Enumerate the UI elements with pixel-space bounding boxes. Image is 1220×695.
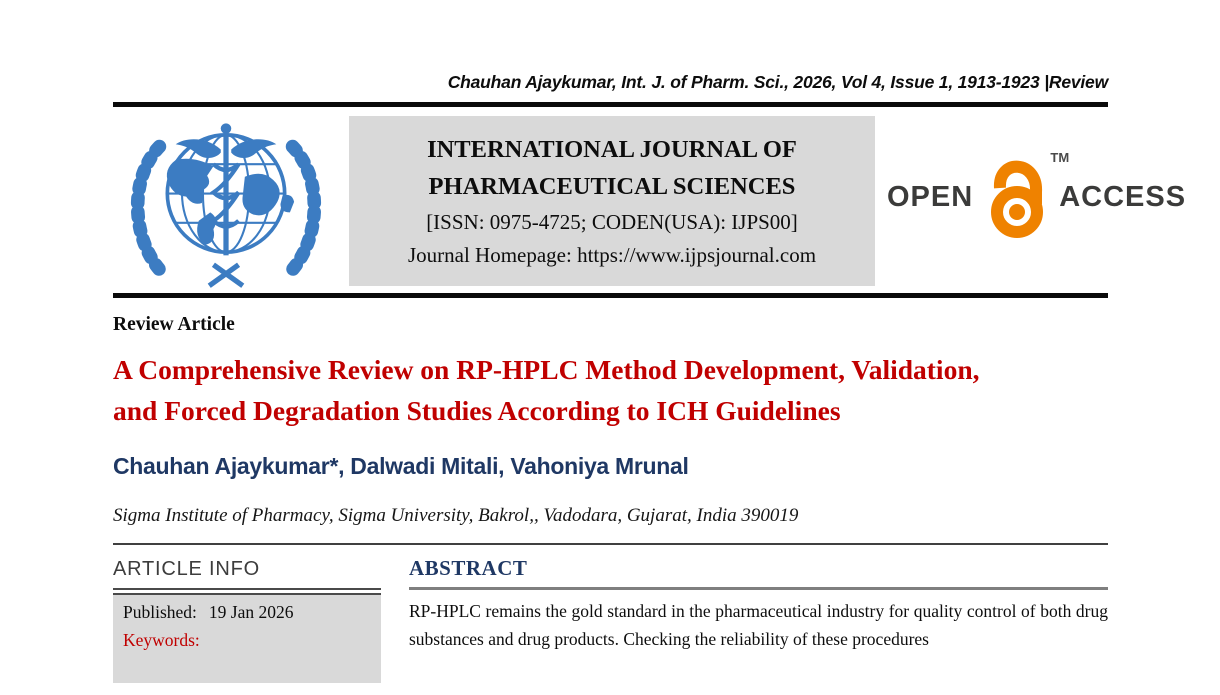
article-info-column [113, 545, 381, 683]
article-info-box [113, 593, 381, 683]
open-access-open-label: OPEN [887, 180, 974, 213]
journal-logo-icon [120, 116, 332, 292]
info-abstract-columns [113, 545, 1108, 683]
article-type-label: Review Article [113, 314, 235, 335]
published-row [123, 602, 371, 623]
open-access-lock-icon [979, 150, 1070, 242]
keywords-label: Keywords: [123, 629, 200, 650]
wreath-left [138, 141, 166, 269]
authors-line: Chauhan Ajaykumar*, Dalwadi Mitali, Vahoniya Mrunal [113, 452, 689, 479]
masthead [113, 116, 1187, 289]
abstract-heading: ABSTRACT [409, 556, 1108, 590]
published-label: Published: [123, 601, 197, 622]
journal-title: INTERNATIONAL JOURNAL OF PHARMACEUTICAL SCIENCES [427, 136, 797, 200]
published-date: 19 Jan 2026 [208, 601, 294, 622]
masthead-bottom-rule [113, 293, 1108, 298]
wreath-stems [209, 265, 243, 286]
abstract-column [409, 545, 1108, 683]
affiliation-line: Sigma Institute of Pharmacy, Sigma University, Bakrol,, Vadodara, Gujarat, India 390019 [113, 504, 799, 526]
journal-homepage-url: Journal Homepage: https://www.ijpsjournal.com [407, 243, 817, 267]
journal-issn: [ISSN: 0975-4725; CODEN(USA): IJPS00] [426, 210, 798, 234]
running-head: Chauhan Ajaykumar, Int. J. of Pharm. Sci., 2026, Vol 4, Issue 1, 1913-1923 |Review [447, 72, 1108, 92]
journal-emblem-svg [120, 116, 332, 292]
abstract-text: RP-HPLC remains the gold standard in the pharmaceutical industry for quality control of both drug substances and drug products. Checking the reliability of these procedures [409, 600, 1108, 649]
article-info-heading: ARTICLE INFO [113, 558, 381, 590]
open-access-tm-label: TM [1050, 150, 1070, 165]
article-title: A Comprehensive Review on RP-HPLC Method Development, Validation, and Forced Degradation Studies According to ICH Guidelines [113, 354, 980, 427]
journal-title-box [349, 116, 875, 286]
top-rule [113, 102, 1108, 107]
open-access-access-label: ACCESS [1059, 180, 1187, 213]
open-access-logo [887, 152, 1186, 242]
